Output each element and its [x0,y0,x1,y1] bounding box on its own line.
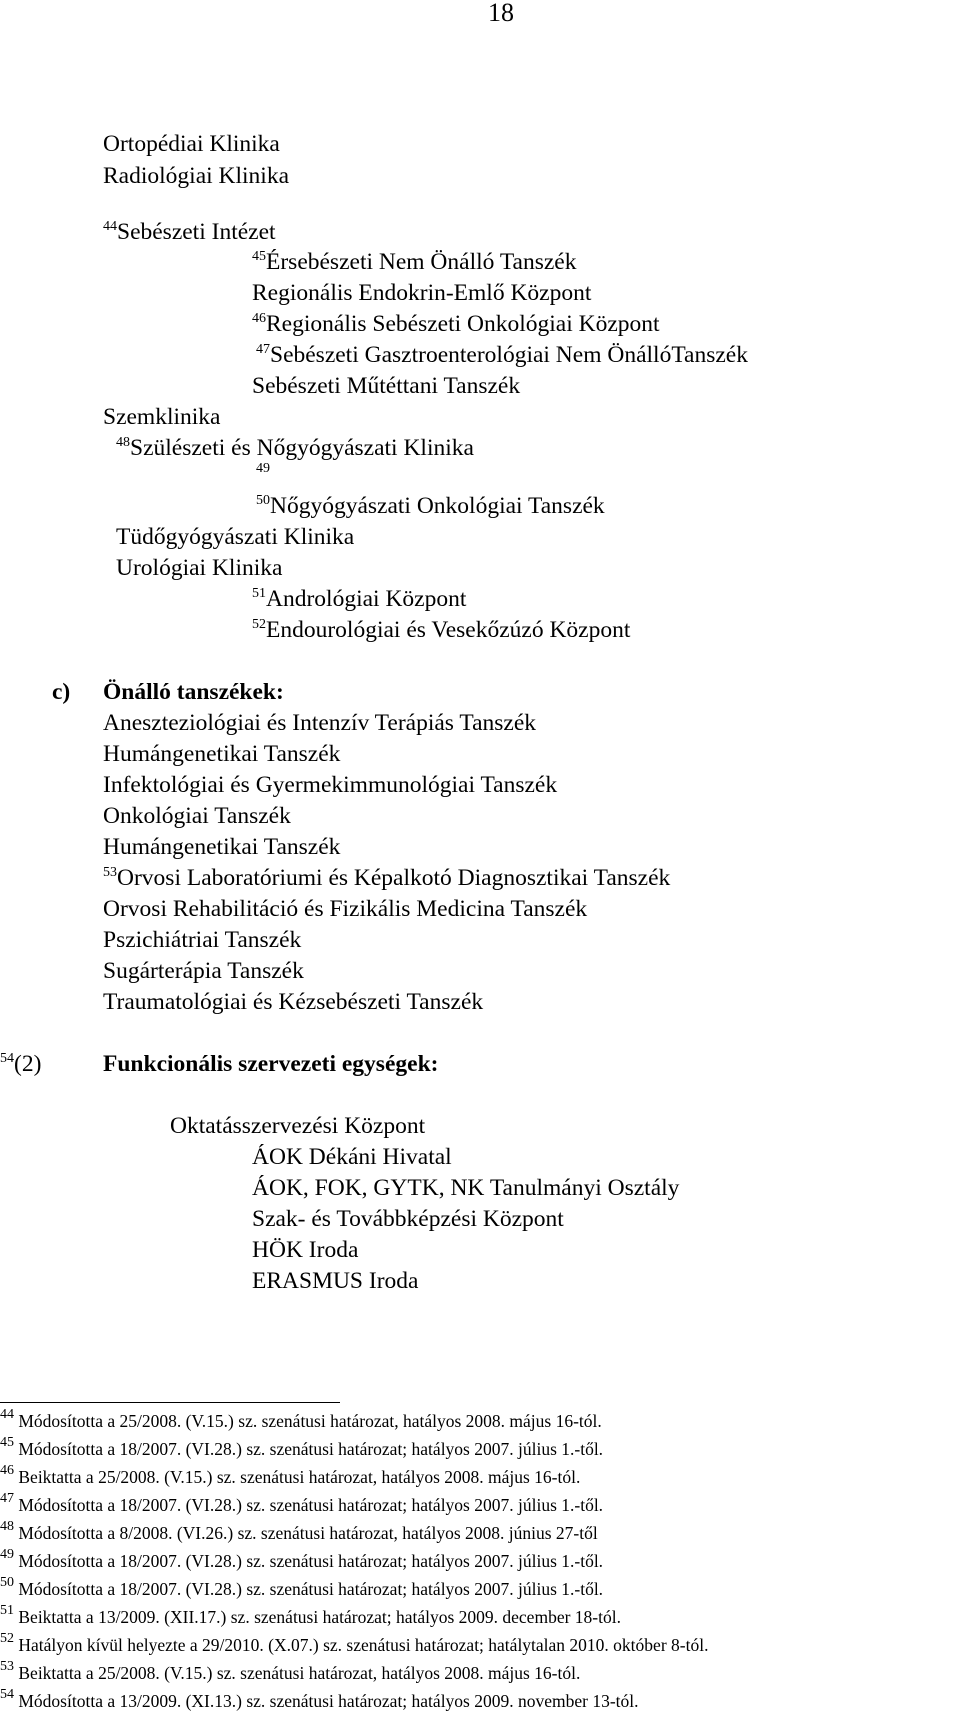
footnote: $^{51}$ Beiktatta a 13/2009. (XII.17.) sz. szenátusi határozat; hatályos 2009. december 18-tól. [0,1603,621,1627]
footnote: $^{45}$ Módosította a 18/2007. (VI.28.) sz. szenátusi határozat; hatályos 2007. július 1.-től. [0,1435,604,1459]
list-item: Infektológiai és Gyermekimmunológiai Tanszék [103,772,558,798]
list-item: $^{52}$Endourológiai és Vesekőzúzó Központ [252,617,631,643]
footnote: $^{48}$ Módosította a 8/2008. (VI.26.) sz. szenátusi határozat, hatályos 2008. június 27-től [0,1519,598,1543]
list-item: $^{53}$Orvosi Laboratóriumi és Képalkotó Diagnosztikai Tanszék [103,865,671,891]
list-item: Orvosi Rehabilitáció és Fizikális Medicina Tanszék [103,896,588,922]
list-item: Oktatásszervezési Központ [170,1113,426,1139]
section-label: $^{54}$(2) [0,1051,42,1077]
list-item: $^{47}$Sebészeti Gasztroenterológiai Nem ÖnállóTanszék [256,342,748,368]
footnote-separator [0,1402,340,1403]
list-item: Sebészeti Műtéttani Tanszék [252,373,521,399]
list-item: $^{46}$Regionális Sebészeti Onkológiai Központ [252,311,660,337]
footnote: $^{54}$ Módosította a 13/2009. (XI.13.) sz. szenátusi határozat; hatályos 2009. november 13-tól. [0,1687,639,1711]
list-item: $^{44}$Sebészeti Intézet [103,219,276,245]
page-number: 18 [488,0,514,27]
list-item: Sugárterápia Tanszék [103,958,304,984]
list-item: 49 [256,461,270,476]
list-item: Regionális Endokrin-Emlő Központ [252,280,592,306]
footnote: $^{52}$ Hatályon kívül helyezte a 29/2010. (X.07.) sz. szenátusi határozat; hatálytalan 2010. október 8-tól. [0,1631,709,1655]
list-item: Aneszteziológiai és Intenzív Terápiás Tanszék [103,710,537,736]
footnote: $^{49}$ Módosította a 18/2007. (VI.28.) sz. szenátusi határozat; hatályos 2007. július 1.-től. [0,1547,604,1571]
list-item: Radiológiai Klinika [103,163,290,189]
section-label: c) [52,679,71,705]
list-item: Urológiai Klinika [116,555,283,581]
list-item: $^{50}$Nőgyógyászati Onkológiai Tanszék [256,493,605,519]
footnote: $^{50}$ Módosította a 18/2007. (VI.28.) sz. szenátusi határozat; hatályos 2007. július 1.-től. [0,1575,604,1599]
list-item: $^{51}$Andrológiai Központ [252,586,467,612]
list-item: Szemklinika [103,404,221,430]
section-heading: Önálló tanszékek: [103,679,284,705]
footnote: $^{47}$ Módosította a 18/2007. (VI.28.) sz. szenátusi határozat; hatályos 2007. július 1.-től. [0,1491,604,1515]
list-item: Ortopédiai Klinika [103,131,280,157]
list-item: Szak- és Továbbképzési Központ [252,1206,564,1232]
list-item: Onkológiai Tanszék [103,803,291,829]
list-item: ERASMUS Iroda [252,1268,419,1294]
list-item: Traumatológiai és Kézsebészeti Tanszék [103,989,484,1015]
list-item: $^{48}$Szülészeti és Nőgyógyászati Klinika [116,435,474,461]
list-item: Humángenetikai Tanszék [103,741,341,767]
list-item: Pszichiátriai Tanszék [103,927,302,953]
list-item: Humángenetikai Tanszék [103,834,341,860]
list-item: HÖK Iroda [252,1237,359,1263]
list-item: ÁOK, FOK, GYTK, NK Tanulmányi Osztály [252,1175,680,1201]
footnote: $^{46}$ Beiktatta a 25/2008. (V.15.) sz. szenátusi határozat, hatályos 2008. május 16-tól. [0,1463,581,1487]
footnote: $^{44}$ Módosította a 25/2008. (V.15.) sz. szenátusi határozat, hatályos 2008. május 16-tól. [0,1407,602,1431]
list-item: $^{45}$Érsebészeti Nem Önálló Tanszék [252,249,577,275]
footnote: $^{53}$ Beiktatta a 25/2008. (V.15.) sz. szenátusi határozat, hatályos 2008. május 16-tól. [0,1659,581,1683]
list-item: Tüdőgyógyászati Klinika [116,524,355,550]
section-heading: Funkcionális szervezeti egységek: [103,1051,439,1077]
list-item: ÁOK Dékáni Hivatal [252,1144,452,1170]
